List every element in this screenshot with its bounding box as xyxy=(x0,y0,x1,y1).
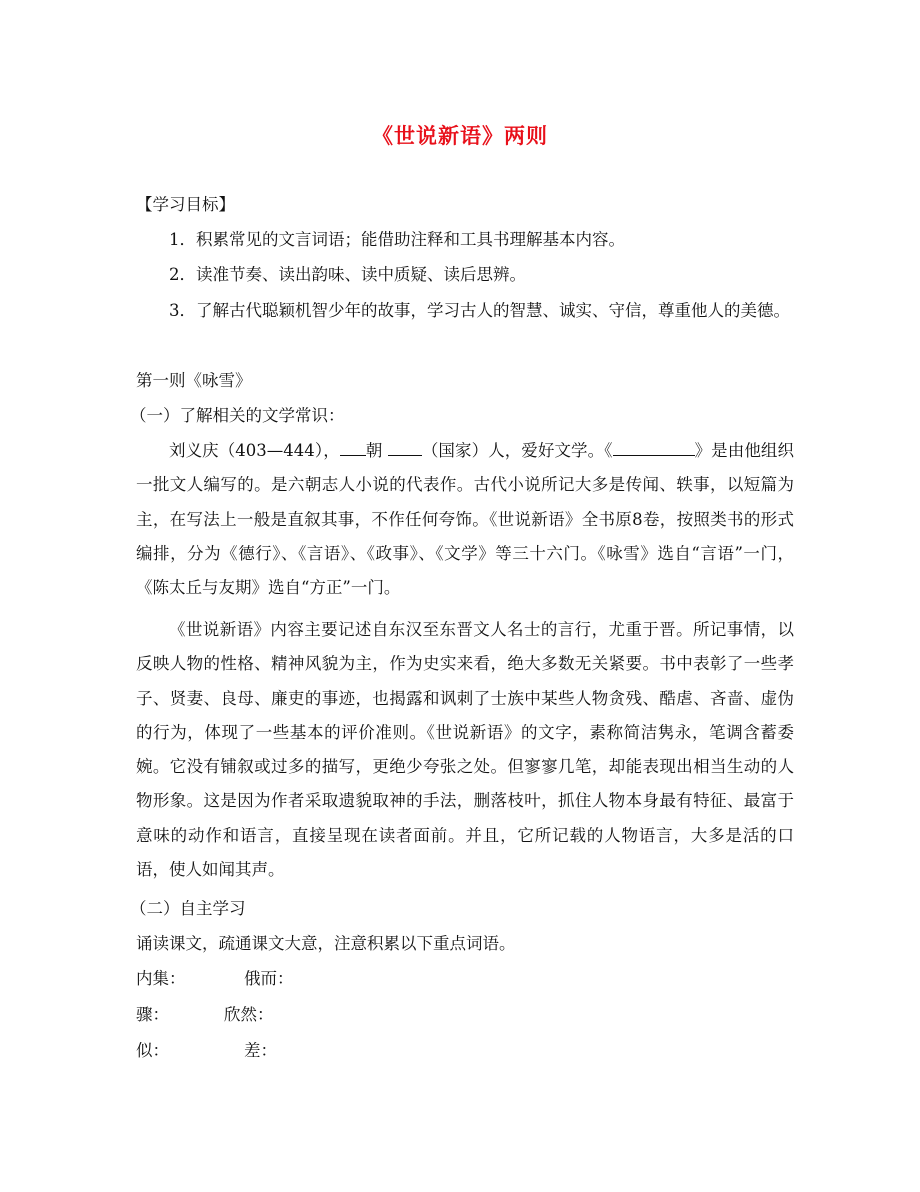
vocab-term: 内集： xyxy=(136,969,186,988)
country-blank[interactable] xyxy=(388,437,422,456)
dynasty-blank[interactable] xyxy=(340,437,366,456)
objectives-heading: 【学习目标】 xyxy=(136,195,235,214)
vocab-term: 骤： xyxy=(136,1005,169,1024)
objective-item-2: 2．读准节奏、读出韵味、读中质疑、读后思辨。 xyxy=(169,265,526,284)
objective-item-1: 1．积累常见的文言词语；能借助注释和工具书理解基本内容。 xyxy=(169,230,625,249)
literature-paragraph-2: 《世说新语》内容主要记述自东汉至东晋文人名士的言行，尤重于晋。所记事情，以反映人物的性格、精神风貌为主，作为史实来看，绝大多数无关紧要。书中表彰了一些孝子、贤妻、良母、廉吏的事迹，也揭露和讽刺了士族中某些人物贪残、酷虐、吝啬、虚伪的行为，体现了一些基本的评价准则。《世说新语》的文字，素称简洁隽永，笔调含蓄委婉。它没有铺叙或过多的描写，更绝少夸张之处。但寥寥几笔，却能表现出相当生动的人物形象。这是因为作者采取遗貌取神的手法，删落枝叶，抓住人物本身最有特征、最富于意味的动作和语言，直接呈现在读者面前。并且，它所记载的人物语言，大多是活的口语，使人如闻其声。 xyxy=(136,620,794,880)
section1-heading: 第一则《咏雪》 xyxy=(136,371,252,390)
objective-item-3: 3．了解古代聪颖机智少年的故事，学习古人的智慧、诚实、守信，尊重他人的美德。 xyxy=(169,301,790,320)
literature-text-rest: 》是由他组织一批文人编写的。是六朝志人小说的代表作。古代小说所记大多是传闻、轶事，以短篇为主，在写法上一般是直叙其事，不作任何夸饰。《世说新语》全书原8卷，按照类书的形式编排，分为《德行》、《言语》、《政事》、《文学》等三十六门。《咏雪》选自“言语”一门，《陈太丘与友期》选自“方正”一门。 xyxy=(136,441,794,598)
book-title-blank[interactable] xyxy=(613,437,695,456)
vocab-term: 欣然： xyxy=(224,1005,274,1024)
document-title: 《世说新语》两则 xyxy=(372,124,548,148)
part2-heading: （二）自主学习 xyxy=(130,899,246,918)
vocab-term: 俄而： xyxy=(244,969,294,988)
country-label: （国家）人，爱好文学。《 xyxy=(421,441,613,460)
vocab-term: 差： xyxy=(244,1041,277,1060)
literature-paragraph-1 xyxy=(136,434,794,605)
vocab-term: 似： xyxy=(136,1041,169,1060)
part1-heading: （一）了解相关的文学常识： xyxy=(130,406,345,425)
author-info: 刘义庆（403—444）， xyxy=(169,441,340,460)
dynasty-label: 朝 xyxy=(365,441,388,460)
study-instruction: 诵读课文，疏通课文大意，注意积累以下重点词语。 xyxy=(136,934,516,953)
